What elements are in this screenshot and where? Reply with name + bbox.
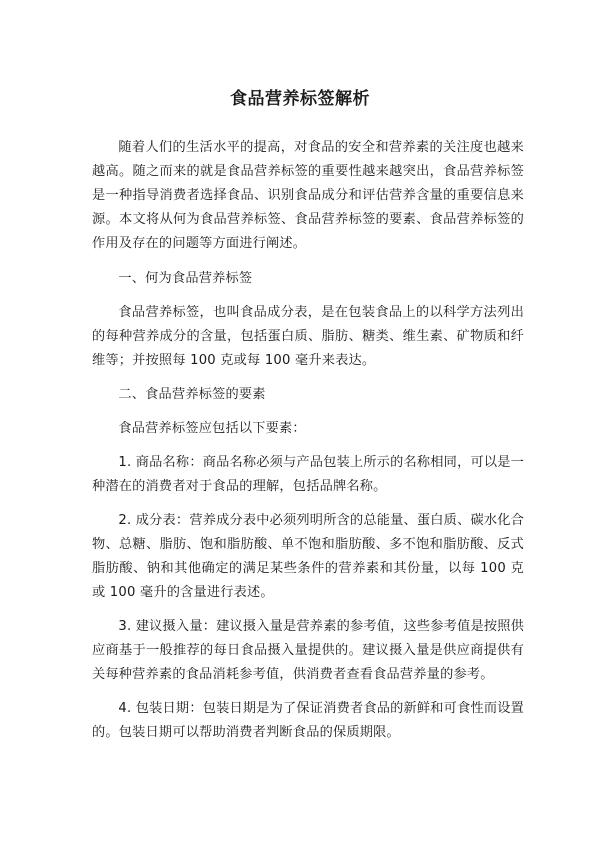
definition-paragraph: 食品营养标签，也叫食品成分表，是在包装食品上的以科学方法列出的每种营养成分的含量，包括蛋白质、脂肪、糖类、维生素、矿物质和纤维等；并按照每 100 克或每 100 毫升来表达。 [92,305,524,368]
intro-paragraph: 随着人们的生活水平的提高，对食品的安全和营养素的关注度也越来越高。随之而来的就是食品营养标签的重要性越来越突出，食品营养标签是一种指导消费者选择食品、识别食品成分和评估营养含量的重要信息来源。本文将从何为食品营养标签、食品营养标签的要素、食品营养标签的作用及存在的问题等方面进行阐述。 [92,140,524,251]
element-item-2: 2. 成分表：营养成分表中必须列明所含的总能量、蛋白质、碳水化合物、总糖、脂肪、饱和脂肪酸、单不饱和脂肪酸、多不饱和脂肪酸、反式脂肪酸、钠和其他确定的满足某些条件的营养素和其份量，以每 100 克或 100 毫升的含量进行表述。 [92,513,524,600]
section-heading-1: 一、何为食品营养标签 [118,271,253,286]
element-item-1: 1. 商品名称：商品名称必须与产品包装上所示的名称相同，可以是一种潜在的消费者对于食品的理解，包括品牌名称。 [92,455,524,494]
element-item-4: 4. 包装日期：包装日期是为了保证消费者食品的新鲜和可食性而设置的。包装日期可以帮助消费者判断食品的保质期限。 [92,701,524,740]
document-title: 食品营养标签解析 [230,89,370,109]
section-heading-2: 二、食品营养标签的要素 [118,387,266,402]
element-item-3: 3. 建议摄入量：建议摄入量是营养素的参考值，这些参考值是按照供应商基于一般推荐的每日食品摄入量提供的。建议摄入量是供应商提供有关每种营养素的食品消耗参考值，供消费者查看食品营养量的参考。 [92,619,524,682]
elements-intro-paragraph: 食品营养标签应包括以下要素： [118,421,306,436]
document-body [92,136,524,755]
